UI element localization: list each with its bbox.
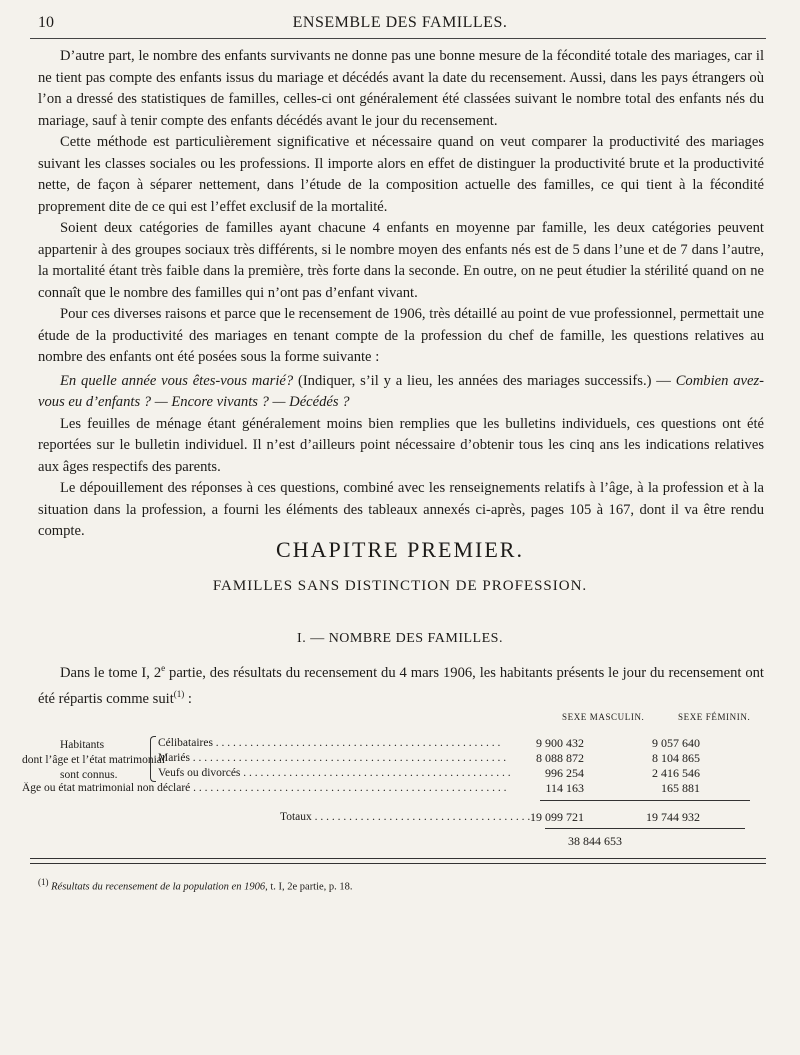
running-title: ENSEMBLE DES FAMILLES. [292,14,508,31]
table-intro: Dans le tome I, 2e partie, des résultats du recensement du 4 mars 1906, les habitants présents le jour du recensement ont été répartis comme suit$^{(1)}$ : [38,663,764,708]
section-title: I. — NOMBRE DES FAMILLES. [297,631,503,646]
footnote-marker: (1) [38,877,49,887]
footnote-reference: (1) [173,689,185,700]
paragraph: Soient deux catégories de familles ayant chacune 4 enfants en moyenne par famille, les deux catégories peuvent appartenir à des groupes sociaux très différents, si le nombre moyen des enfants nés est de 5 dans l’une et de 7 dans l’autre, la mortalité étant très faible dans la première, très forte dans la seconde. En outre, on ne peut étudier la stérilité quand on ne connaît que le nombre des familles qui n’ont pas d’enfant vivant. [38,220,764,301]
header-rule [30,38,766,39]
table-row-label: Mariés . . . . . . . . . . . . . . . . . . . . . . . . . . . . . . . . . . . . . . . . . . . . . . . . . . . . . . . [158,752,507,764]
group-label-line: Habitants [60,739,105,751]
table-cell-female: 8 104 865 [652,751,700,765]
question-children: Combien avez-vous eu d’enfants ? — Encore vivants ? — Décédés ? [38,372,764,410]
body-text [38,46,764,543]
chapter-title: CHAPITRE PREMIER. [276,537,524,562]
question-marriage-year: En quelle année vous êtes-vous marié? [60,372,294,389]
census-question [38,371,764,414]
column-header-female: SEXE FÉMININ. [678,712,751,722]
table-cell-male: 8 088 872 [536,751,584,765]
total-male: 19 099 721 [530,810,584,824]
table-cell-male: 996 254 [545,766,584,780]
sum-rule [540,800,750,801]
question-note: (Indiquer, s’il y a lieu, les années des mariages successifs.) — [293,372,676,389]
group-label-line: dont l’âge et l’état matrimonial [22,754,166,766]
table-cell-female: 165 881 [661,781,700,795]
grand-total: 38 844 653 [568,834,622,848]
total-female: 19 744 932 [646,810,700,824]
table-cell-male: 114 163 [545,781,584,795]
paragraph: Cette méthode est particulièrement significative et nécessaire quand on veut comparer la productivité des mariages suivant les classes sociales ou les professions. Il importe alors en effet de distinguer la productivité brute et la productivité nette, de façon à séparer nettement, dans l’étude de la composition actuelle des familles, ce qui tient à la fécondité proprement dite de ce qui est l’effet exclusif de la mortalité. [38,134,764,215]
table-cell-female: 2 416 546 [652,766,700,780]
totals-label: Totaux . . . . . . . . . . . . . . . . . . . . . . . . . . . . . . . . . . . . . . [280,811,531,823]
grand-total-rule [545,828,745,829]
table-row-label: Célibataires . . . . . . . . . . . . . . . . . . . . . . . . . . . . . . . . . . . . . . . . . . . . . . . . . . [158,737,501,749]
footnote-rule [30,863,766,864]
table-row-label: Veufs ou divorcés . . . . . . . . . . . . . . . . . . . . . . . . . . . . . . . . . . . . . . . . . . . . . . . [158,767,511,779]
paragraph: D’autre part, le nombre des enfants survivants ne donne pas une bonne mesure de la fécondité totale des mariages, car il ne tient pas compte des enfants issus du mariage et décédés avant la date du recensement. Aussi, dans les pays étrangers où l’on a dressé des statistiques de familles, celles-ci ont généralement été classées suivant le nombre total des enfants nés du mariage, sauf à tenir compte des enfants décédés avant le jour du recensement. [38,48,764,129]
footnote [38,877,353,893]
table-cell-male: 9 900 432 [536,736,584,750]
table-cell-female: 9 057 640 [652,736,700,750]
footnote-title: Résultats du recensement de la population en 1906 [48,881,266,893]
paragraph: Le dépouillement des réponses à ces questions, combiné avec les renseignements relatifs à l’âge, à la profession et à la situation dans la profession, a fourni les éléments des tableaux annexés ci-après, pages 105 à 167, dont il va être rendu compte. [38,480,764,539]
paragraph: Les feuilles de ménage étant généralement moins bien remplies que les bulletins individuels, ces questions ont été reportées sur le bulletin individuel. Il n’est d’ailleurs point nécessaire d’obtenir tous les cinq ans les indications relatives aux âges respectifs des parents. [38,415,764,475]
table-row-label: Âge ou état matrimonial non déclaré . . . . . . . . . . . . . . . . . . . . . . . . . . . . . . . . . . . . . . . . . . . . . . . . . . . . . . . [22,782,507,794]
group-label-line: sont connus. [60,769,118,781]
footnote-rest: , t. I, 2e partie, p. 18. [265,881,353,893]
paragraph: Pour ces diverses raisons et parce que le recensement de 1906, très détaillé au point de vue professionnel, permettait une étude de la productivité des mariages en tenant compte de la profession du chef de famille, les questions relatives au nombre des enfants ont été posées sous la forme suivante : [38,306,764,365]
page-number: 10 [38,14,54,31]
running-header [20,14,780,36]
column-header-male: SEXE MASCULIN. [562,712,645,722]
group-brace [150,736,156,782]
footnote-rule [30,858,766,859]
chapter-subtitle: FAMILLES SANS DISTINCTION DE PROFESSION. [212,578,588,594]
